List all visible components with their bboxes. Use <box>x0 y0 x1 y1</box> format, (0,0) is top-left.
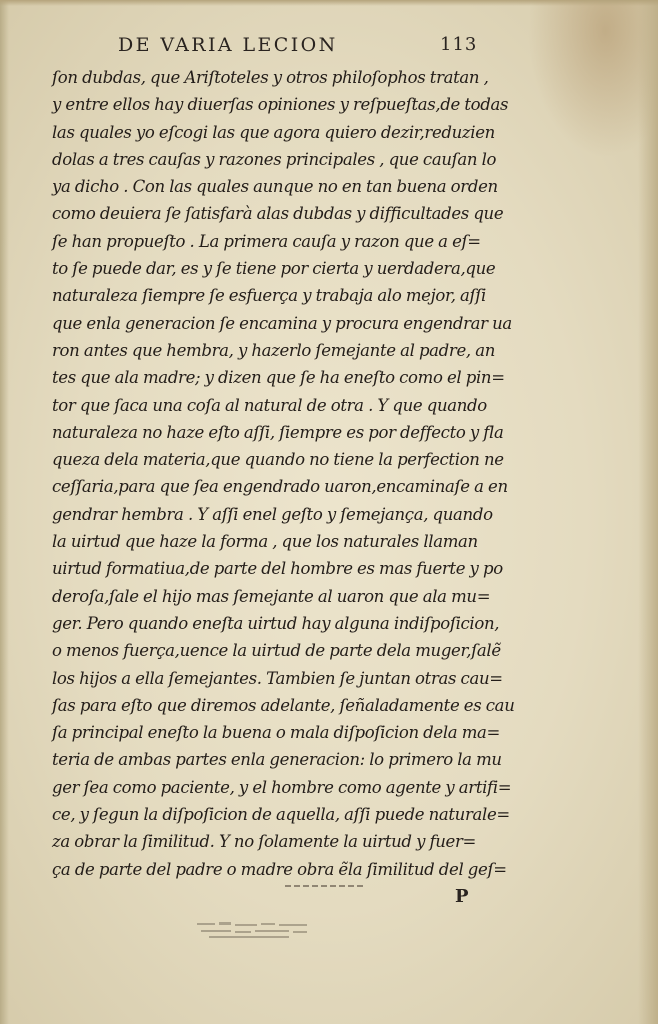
text-line: tor que ſaca una coſa al natural de otra . Y que quando <box>52 395 487 415</box>
text-line: ceſſaria,para que ſea engendrado uaron,encaminaſe a en <box>52 477 508 497</box>
text-line: dolas a tres cauſas y razones principales , que cauſan lo <box>52 149 497 169</box>
text-line: ſe han propueſto . La primera cauſa y razon que a eſ= <box>52 231 481 251</box>
text-line: naturaleza no haze eſto aſſi, ſiempre es por deffecto y fla <box>52 422 504 442</box>
text-line: ça de parte del padre o madre obra ẽla ſimilitud del geſ= <box>52 859 507 879</box>
text-line: teria de ambas partes enla generacion: lo primero la mu <box>52 750 502 770</box>
text-line: ger. Pero quando eneſta uirtud hay alguna indiſpoſicion, <box>52 613 500 633</box>
text-line: naturaleza ſiempre ſe esfuerça y trabaja alo mejor, aſſi <box>52 286 486 306</box>
text-line: las quales yo eſcogi las que agora quiero dezir,reduzien <box>52 122 495 142</box>
text-line: ger ſea como paciente, y el hombre como agente y artifi= <box>52 777 512 797</box>
text-line: queza dela materia,que quando no tiene la perfection ne <box>52 450 504 470</box>
page-left-shadow <box>0 0 9 1024</box>
text-line: ya dicho . Con las quales aunque no en tan buena orden <box>52 177 498 197</box>
folio-number: 113 <box>440 34 478 55</box>
page-header <box>118 34 498 60</box>
text-line: o menos fuerça,uence la uirtud de parte dela muger,ſalẽ <box>52 641 501 661</box>
body-text <box>52 64 522 883</box>
text-line: y entre ellos hay diuerſas opiniones y reſpueſtas,de todas <box>52 95 509 115</box>
text-line: gendrar hembra . Y aſſi enel geſto y ſemejança, quando <box>52 504 493 524</box>
text-line: ſon dubdas, que Ariſtoteles y otros philoſophos tratan , <box>52 68 489 87</box>
text-line: ce, y ſegun la diſpoſicion de aquella, aſſi puede naturale= <box>52 805 510 825</box>
text-line: za obrar la ſimilitud. Y no ſolamente la uirtud y fuer= <box>52 832 477 852</box>
text-line: como deuiera ſe ſatisfarà alas dubdas y difficultades que <box>52 204 504 224</box>
text-line: ſas para eſto que diremos adelante, ſeñaladamente es cau <box>52 695 515 715</box>
text-line: la uirtud que haze la forma , que los naturales llaman <box>52 532 478 552</box>
text-line: to ſe puede dar, es y ſe tiene por cierta y uerdadera,que <box>52 259 496 279</box>
page-top-edge <box>0 0 658 6</box>
text-line: deroſa,ſale el hijo mas ſemejante al uaron que ala mu= <box>52 586 491 606</box>
text-line: que enla generacion ſe encamina y procura engendrar ua <box>52 313 512 333</box>
signature-mark: P <box>455 886 469 907</box>
text-line: ron antes que hembra, y hazerlo ſemejante al padre, an <box>52 340 496 360</box>
ink-rule <box>285 885 365 887</box>
page-right-edge <box>638 0 658 1024</box>
text-line: tes que ala madre; y dizen que ſe ha eneſto como el pin= <box>52 368 505 388</box>
text-line: uirtud formatiua,de parte del hombre es mas fuerte y po <box>52 559 503 579</box>
running-title: DE VARIA LECION <box>118 34 338 56</box>
text-line: los hijos a ella ſemejantes. Tambien ſe juntan otras cau= <box>52 668 503 688</box>
text-line: ſa principal eneſto la buena o mala diſpoſicion dela ma= <box>52 723 501 743</box>
ink-offset-smudge <box>195 915 315 941</box>
